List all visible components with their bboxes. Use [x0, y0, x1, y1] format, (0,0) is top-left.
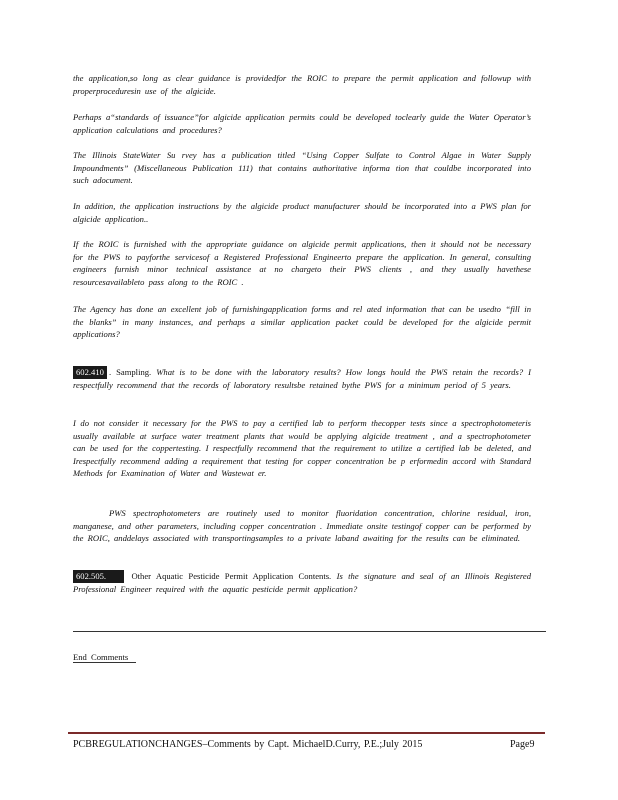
footer-divider [68, 732, 545, 734]
end-comments-label: End Comments [73, 652, 136, 663]
paragraph-illinois-water-survey: The Illinois StateWater Su rvey has a publication titled “Using Copper Sulfate to Control Algae in Water Supply Impoundments” (Miscellaneous Publication 111) that contains authoritative informa tion that couldbe incorporated into such adocument. [73, 150, 531, 185]
paragraph-section-602-505 [73, 570, 531, 595]
section-text-sampling: What is to be done with the laboratory results? How longs hould the PWS retain the records? I respectfully recommend that the records of laboratory resultsbe retained bythe PWS for a minimum period of 5 years. [73, 367, 532, 390]
section-heading-other-contents: Other Aquatic Pesticide Permit Application Contents. [131, 571, 332, 581]
section-number-602-505: 602.505. [73, 570, 124, 583]
paragraph-spectrophotometers: PWS spectrophotometers are routinely used to monitor fluoridation concentration, chlorine residual, iron, manganese, and other parameters, including copper concentration . Immediate onsite testingof copper can be performed by the ROIC, anddelays associated with transportingsamples to a private laband awaiting for the results can be eliminated. [73, 508, 531, 543]
paragraph-certified-lab: I do not consider it necessary for the PWS to pay a certified lab to perform thecopper tests since a spectrophotometeris usually available at surface water treatment plants that would be applying algicide treatment , and a spectrophotometer can be used for the coppertesting. I respectfully recommend that the requirement to utilize a certified lab be deleted, and Irespectfully recommend adding a requirement that testing for copper concentration be p erformedin accord with Standard Methods for Examination of Water and Wastewat er. [73, 418, 531, 478]
section-text-other-contents: Is the signature and seal of an Illinois Registered Professional Engineer required with the aquatic pesticide permit application? [73, 571, 531, 594]
footer-page-number: Page9 [510, 739, 535, 750]
paragraph-application-guidance: the application,so long as clear guidance is providedfor the ROIC to prepare the permit application and followup with properproceduresin use of the algicide. [73, 73, 531, 96]
footer-title: PCBREGULATIONCHANGES–Comments by Capt. MichaelD.Curry, P.E.;July 2015 [73, 739, 423, 750]
paragraph-standards-of-issuance: Perhaps a“standards of issuance”for algicide application permits could be developed toclearly guide the Water Operator’s application calculations and procedures? [73, 112, 531, 135]
paragraph-roic-guidance: If the ROIC is furnished with the appropriate guidance on algicide permit applications, then it should not be necessary for the PWS to payforthe servicesof a Registered Professional Engineerto prepare the application. In general, consulting engineers furnish minor technical assistance at no chargeto their PWS clients , and they usually havethese resourcesavailableto pass along to the ROIC . [73, 239, 531, 287]
paragraph-section-602-410 [73, 366, 531, 391]
section-heading-sampling: . Sampling. [108, 367, 152, 377]
section-number-602-410: 602.410 [73, 366, 107, 379]
paragraph-agency-forms: The Agency has done an excellent job of furnishingapplication forms and rel ated information that can be usedto “fill in the blanks” in many instances, and perhaps a similar application packet could be developed for the algicide permit applications? [73, 304, 531, 339]
end-divider [73, 631, 546, 632]
paragraph-manufacturer-instructions: In addition, the application instructions by the algicide product manufacturer should be incorporated into a PWS plan for algicide application.. [73, 201, 531, 224]
